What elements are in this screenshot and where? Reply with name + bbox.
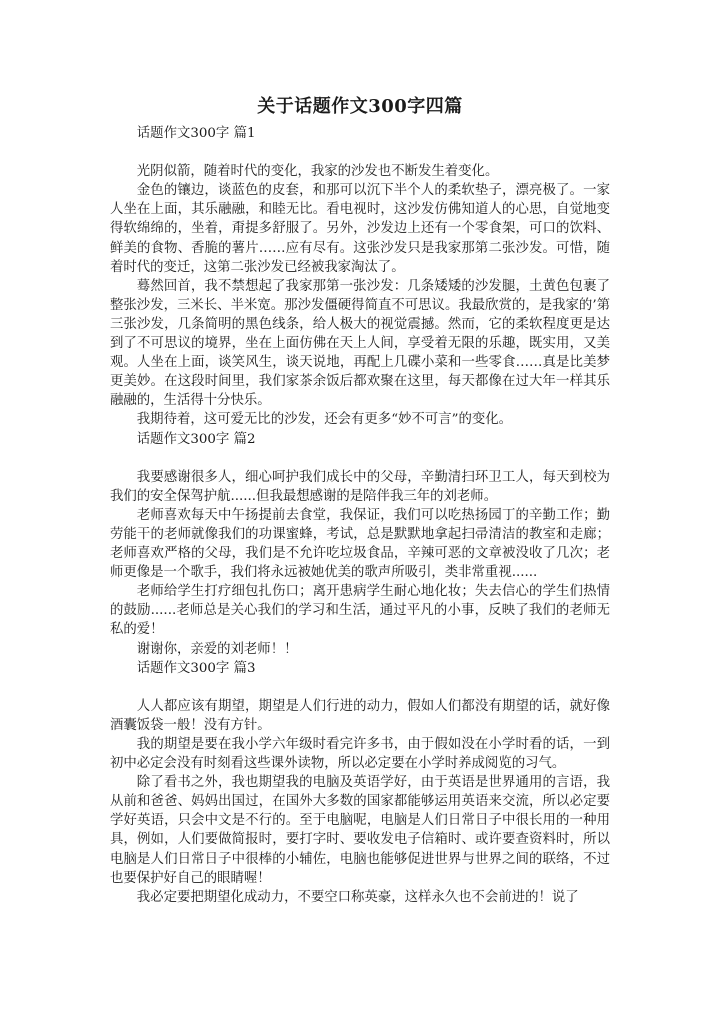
paragraph: 老师喜欢每天中午扬提前去食堂，我保证，我们可以吃热扬园丁的辛勤工作；勤劳能干的老师就像我们的功课蜜蜂，考试，总是默默地拿起扫帚清洁的教室和走廊；老师喜欢严格的父母，我们是不允许吃垃圾食品，辛辣可恶的文章被没收了几次；老师更像是一个歌手，我们将永远被她优美的歌声所吸引，类非常重视...... <box>110 507 610 581</box>
section-heading-1: 话题作文300字 篇1 <box>136 126 256 141</box>
blank-line <box>110 678 610 697</box>
section-heading-3: 话题作文300字 篇3 <box>136 660 256 676</box>
blank-line <box>110 143 610 162</box>
blank-line <box>110 449 610 468</box>
paragraph: 我的期望是要在我小学六年级时看完许多书，由于假如没在小学时看的话，一到初中必定会没有时刻看这些课外读物，所以必定要在小学时养成阅览的习气。 <box>110 737 610 772</box>
paragraph: 蓦然回首，我不禁想起了我家那第一张沙发：几条矮矮的沙发腿，土黄色包裹了整张沙发，三米长、半米宽。那沙发僵硬得简直不可思议。我最欣赏的，是我家的’第三张沙发，几条简明的黑色线条，给人极大的视觉震撼。然而，它的柔软程度更是达到了不可思议的境界，坐在上面仿佛在天上人间，享受着无限的乐趣，既实用，又美观。人坐在上面，谈笑风生，谈天说地，再配上几碟小菜和一些零食……真是比美梦更美妙。在这段时间里，我们家茶余饭后都欢聚在这里，每天都像在过大年一样其乐融融的，生活得十分快乐。 <box>110 278 610 409</box>
paragraph: 我期待着，这可爱无比的沙发，还会有更多“妙不可言”的变化。 <box>136 412 513 428</box>
paragraph: 金色的镶边，谈蓝色的皮套，和那可以沉下半个人的柔软垫子，漂亮极了。一家人坐在上面，其乐融融，和睦无比。看电视时，这沙发仿佛知道人的心思，自觉地变得软绵绵的，坐着，甭提多舒服了。另外，沙发边上还有一个零食架，可口的饮料、鲜美的食物、香脆的薯片……应有尽有。这张沙发只是我家那第二张沙发。可惜，随着时代的变迁，这第二张沙发已经被我家淘汰了。 <box>110 183 610 275</box>
paragraph: 老师给学生打疗细包扎伤口；离开患病学生耐心地化妆；失去信心的学生们热情的鼓励......老师总是关心我们的学习和生活，通过平凡的小事，反映了我们的老师无私的爱！ <box>110 584 610 638</box>
section-heading-2: 话题作文300字 篇2 <box>136 431 256 447</box>
paragraph: 除了看书之外，我也期望我的电脑及英语学好，由于英语是世界通用的言语，我从前和爸爸、妈妈出国过，在国外大多数的国家都能够运用英语来交流，所以必定要学好英语，只会中文是不行的。至于电脑呢，电脑是人们日常日子中很长用的一种用具，例如，人们要做简报时，要打字时、要收发电子信箱时、或许要查资料时，所以电脑是人们日常日子中很棒的小辅佐，电脑也能够促进世界与世界之间的联络，不过也要保护好自己的眼睛喔！ <box>110 775 610 886</box>
paragraph: 人人都应该有期望，期望是人们行进的动力，假如人们都没有期望的话，就好像酒囊饭袋一般！没有方针。 <box>110 698 610 733</box>
paragraph: 谢谢你，亲爱的刘老师！！ <box>136 641 298 657</box>
document-body <box>110 124 610 907</box>
paragraph: 光阴似箭，随着时代的变化，我家的沙发也不断发生着变化。 <box>136 164 499 180</box>
paragraph: 我要感谢很多人，细心呵护我们成长中的父母，辛勤清扫环卫工人，每天到校为我们的安全保驾护航......但我最想感谢的是陪伴我三年的刘老师。 <box>110 469 610 504</box>
paragraph: 我必定要把期望化成动力，不要空口称英豪，这样永久也不会前进的！说了 <box>136 889 579 905</box>
document-title: 关于话题作文300字四篇 <box>257 96 463 117</box>
